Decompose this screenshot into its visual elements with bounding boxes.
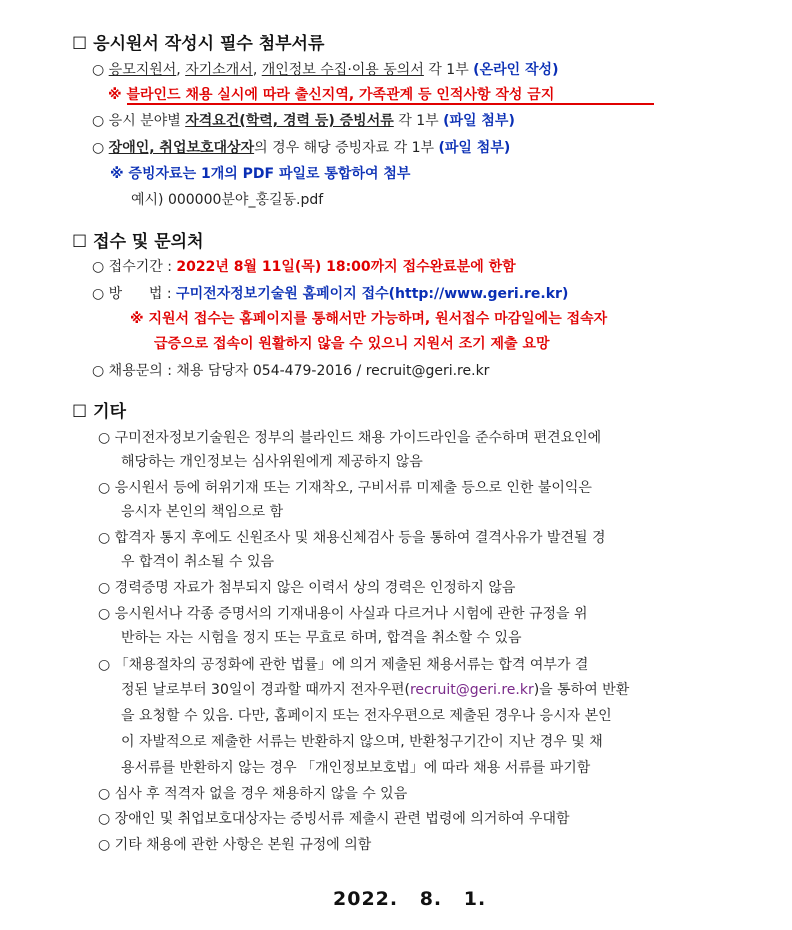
item-text: 합격자 통지 후에도 신원조사 및 채용신체검사 등을 통하여 결격사유가 발견될 경 bbox=[114, 530, 606, 546]
list-item-cont: 반하는 자는 시험을 정지 또는 무효로 하며, 합격을 취소할 수 있음 bbox=[121, 630, 522, 646]
file-attach-note: (파일 첨부) bbox=[443, 113, 515, 129]
list-item bbox=[98, 783, 407, 803]
list-item-cont: 우 합격이 취소될 수 있음 bbox=[121, 554, 275, 570]
bullet: ○ bbox=[98, 530, 111, 546]
item-text: )을 통하여 반환 bbox=[533, 682, 630, 698]
item-text: 경력증명 자료가 첨부되지 않은 이력서 상의 경력은 인정하지 않음 bbox=[114, 580, 516, 596]
list-item bbox=[98, 808, 570, 828]
item-text: 정된 날로부터 30일이 경과할 때까지 전자우편( bbox=[121, 682, 410, 698]
list-item-qualification-docs bbox=[92, 110, 515, 130]
bullet: ○ bbox=[98, 480, 111, 496]
submission-method bbox=[92, 283, 568, 303]
list-item-cont: 을 요청할 수 있음. 다만, 홈페이지 또는 전자우편으로 제출된 경우나 응시자 본인 bbox=[121, 708, 612, 724]
list-item bbox=[98, 834, 371, 854]
doc-count: 각 1부 bbox=[393, 113, 444, 129]
list-item-application-docs bbox=[92, 59, 558, 79]
separator: , bbox=[176, 62, 186, 78]
list-item-disabled-docs bbox=[92, 137, 510, 157]
list-item bbox=[98, 427, 601, 447]
submission-period bbox=[92, 256, 516, 276]
period-label: ○ 접수기간 : bbox=[92, 259, 177, 275]
item-text: 응시원서 등에 허위기재 또는 기재착오, 구비서류 미제출 등으로 인한 불이익은 bbox=[114, 480, 592, 496]
list-item-cont: 용서류를 반환하지 않는 경우 「개인정보보호법」에 따라 채용 서류를 파기함 bbox=[121, 760, 591, 776]
bullet: ○ bbox=[98, 430, 111, 446]
list-item-cont: 해당하는 개인정보는 심사위원에게 제공하지 않음 bbox=[121, 454, 423, 470]
bullet: ○ bbox=[98, 811, 111, 827]
list-item bbox=[98, 527, 605, 547]
section-title-submission: ☐ 접수 및 문의처 bbox=[72, 232, 204, 252]
submission-notice-line1: ※ 지원서 접수는 홈페이지를 통해서만 가능하며, 원서접수 마감일에는 접속자 bbox=[130, 311, 608, 327]
method-value: 구미전자정보기술원 홈페이지 접수(http://www.geri.re.kr) bbox=[176, 286, 569, 302]
item-text: 장애인 및 취업보호대상자는 증빙서류 제출시 관련 법령에 의거하여 우대함 bbox=[114, 811, 570, 827]
online-note: (온라인 작성) bbox=[473, 62, 559, 78]
item-text: 심사 후 적격자 없을 경우 채용하지 않을 수 있음 bbox=[114, 786, 408, 802]
method-label: ○ 방 법 : bbox=[92, 286, 177, 302]
doc-count: 각 1부 bbox=[423, 62, 474, 78]
filename-example: 예시) 000000분야_홍길동.pdf bbox=[131, 192, 324, 208]
list-item bbox=[98, 603, 588, 623]
document-date: 2022. 8. 1. bbox=[333, 888, 487, 910]
list-item-document-return bbox=[98, 654, 588, 674]
disabled-docs-text: 의 경우 해당 증빙자료 각 1부 bbox=[254, 140, 439, 156]
bullet: ○ bbox=[98, 657, 111, 673]
period-value: 2022년 8월 11일(목) 18:00까지 접수완료분에 한함 bbox=[176, 259, 516, 275]
qualification-prefix: 응시 분야별 bbox=[108, 113, 186, 129]
pdf-merge-note: ※ 증빙자료는 1개의 PDF 파일로 통합하여 첨부 bbox=[110, 166, 411, 182]
item-text: 구미전자정보기술원은 정부의 블라인드 채용 가이드라인을 준수하며 편견요인에 bbox=[114, 430, 602, 446]
recruit-email: recruit@geri.re.kr bbox=[409, 682, 534, 698]
blind-hiring-warning: ※ 블라인드 채용 실시에 따라 출신지역, 가족관계 등 인적사항 작성 금지 bbox=[108, 87, 555, 103]
bullet: ○ bbox=[92, 113, 105, 129]
list-item bbox=[98, 577, 515, 597]
bullet: ○ bbox=[98, 606, 111, 622]
list-item-cont: 응시자 본인의 책임으로 함 bbox=[121, 504, 284, 520]
list-item-cont: 이 자발적으로 제출한 서류는 반환하지 않으며, 반환청구기간이 지난 경우 및 채 bbox=[121, 734, 603, 750]
doc-privacy-consent: 개인정보 수집·이용 동의서 bbox=[261, 62, 424, 78]
contact-info: ○ 채용문의 : 채용 담당자 054-479-2016 / recruit@geri.re.kr bbox=[92, 363, 490, 379]
section-title-required-docs: ☐ 응시원서 작성시 필수 첨부서류 bbox=[72, 34, 325, 54]
bullet: ○ bbox=[98, 837, 111, 853]
disabled-protected: 장애인, 취업보호대상자 bbox=[108, 140, 255, 156]
bullet: ○ bbox=[92, 140, 105, 156]
file-attach-note: (파일 첨부) bbox=[438, 140, 511, 156]
bullet: ○ bbox=[98, 580, 111, 596]
item-text: 「채용절차의 공정화에 관한 법률」에 의거 제출된 채용서류는 합격 여부가 결 bbox=[114, 657, 589, 673]
bullet: ○ bbox=[92, 62, 105, 78]
separator: , bbox=[252, 62, 262, 78]
list-item bbox=[98, 477, 592, 497]
qualification-docs: 자격요건(학력, 경력 등) 증빙서류 bbox=[185, 113, 394, 129]
item-text: 기타 채용에 관한 사항은 본원 규정에 의함 bbox=[114, 837, 372, 853]
doc-application-form: 응모지원서 bbox=[108, 62, 177, 78]
submission-notice-line2: 급증으로 접속이 원활하지 않을 수 있으니 지원서 조기 제출 요망 bbox=[154, 336, 550, 352]
item-text: 응시원서나 각종 증명서의 기재내용이 사실과 다르거나 시험에 관한 규정을 위 bbox=[114, 606, 588, 622]
list-item-cont bbox=[121, 679, 629, 699]
bullet: ○ bbox=[98, 786, 111, 802]
section-title-etc: ☐ 기타 bbox=[72, 402, 127, 422]
doc-self-intro: 자기소개서 bbox=[185, 62, 253, 78]
